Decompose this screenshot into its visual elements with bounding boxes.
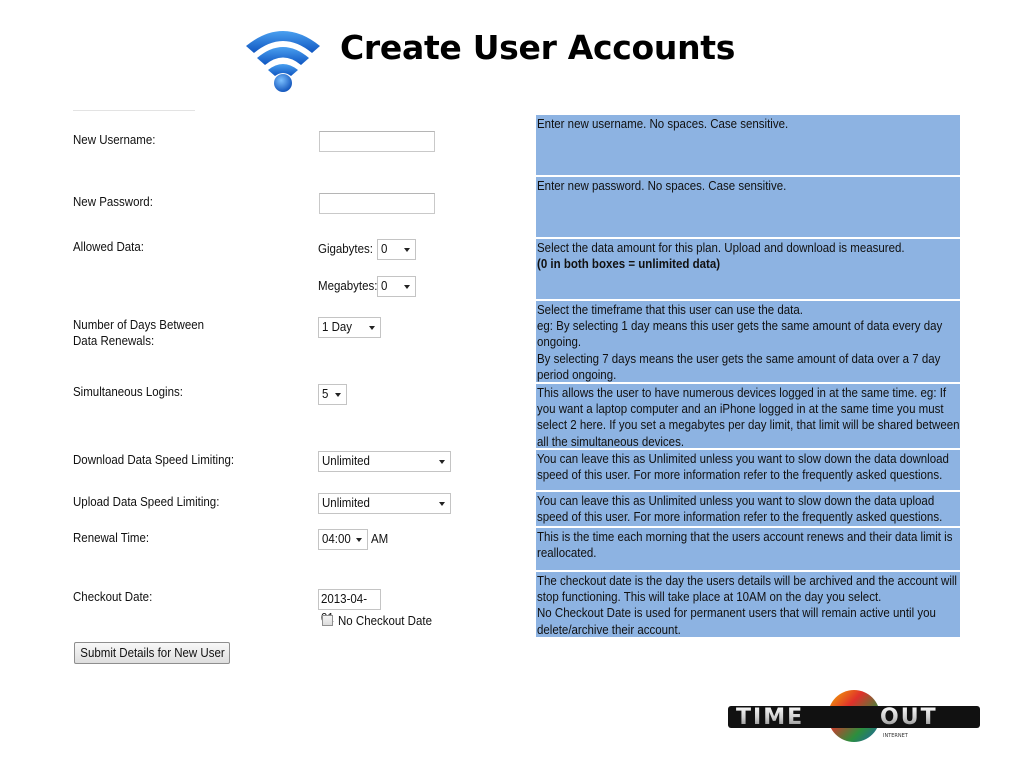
gigabytes-select[interactable]: 0 (377, 239, 416, 260)
checkout-date-label: Checkout Date: (73, 590, 153, 604)
page-title: Create User Accounts (340, 28, 736, 67)
chevron-down-icon (439, 460, 445, 464)
chevron-down-icon (439, 502, 445, 506)
megabytes-select[interactable]: 0 (377, 276, 416, 297)
logo-text-right: OUT (880, 705, 938, 730)
help-allowed-data: Select the data amount for this plan. Upload and download is measured. (0 in both boxes = unlimited data) (536, 239, 960, 299)
renewal-days-select[interactable]: 1 Day (318, 317, 381, 338)
wifi-icon (242, 22, 324, 94)
help-renewal-time: This is the time each morning that the users account renews and their data limit is reallocated. (536, 528, 960, 570)
help-password: Enter new password. No spaces. Case sensitive. (536, 177, 960, 237)
no-checkout-label: No Checkout Date (338, 614, 432, 628)
timeout-logo (728, 686, 980, 746)
divider (73, 110, 195, 111)
renewal-time-select[interactable]: 04:00 (318, 529, 368, 550)
simultaneous-logins-label: Simultaneous Logins: (73, 385, 183, 399)
gigabytes-label: Gigabytes: (318, 242, 373, 256)
help-simultaneous-logins: This allows the user to have numerous devices logged in at the same time. eg: If you want a laptop computer and an iPhone logged in at the same time you must select 2 here. If you set a megabytes per day limit, that limit will be shared between all the simultaneous devices. (537, 386, 960, 448)
allowed-data-label: Allowed Data: (73, 240, 144, 254)
chevron-down-icon (335, 393, 341, 397)
download-speed-select[interactable]: Unlimited (318, 451, 451, 472)
username-label: New Username: (73, 133, 156, 147)
renewal-time-label: Renewal Time: (73, 531, 150, 545)
renewal-days-label: Number of Days Between Data Renewals: (73, 318, 205, 348)
password-label: New Password: (73, 195, 153, 209)
chevron-down-icon (369, 326, 375, 330)
help-renewal-days: Select the timeframe that this user can use the data. eg: By selecting 1 day means this user gets the same amount of data every day ongoing. By selecting 7 days means the user gets the same amount of data over a 7 day period ongoing. (536, 301, 960, 382)
chevron-down-icon (356, 538, 362, 542)
submit-button[interactable]: Submit Details for New User (74, 642, 230, 664)
megabytes-label: Megabytes: (318, 279, 378, 293)
upload-speed-select[interactable]: Unlimited (318, 493, 451, 514)
simultaneous-logins-select[interactable]: 5 (318, 384, 347, 405)
checkout-date-input[interactable]: 2013-04- (318, 589, 381, 610)
help-username: Enter new username. No spaces. Case sensitive. (536, 115, 960, 175)
help-upload-speed: You can leave this as Unlimited unless you want to slow down the data upload speed of this user. For more information refer to the frequently asked questions. (536, 492, 960, 526)
logo-subtext: INTERNET (883, 733, 908, 739)
download-speed-label: Download Data Speed Limiting: (73, 453, 235, 467)
no-checkout-checkbox[interactable] (322, 615, 333, 626)
password-input[interactable] (319, 193, 435, 214)
username-input[interactable] (319, 131, 435, 152)
help-checkout-date: The checkout date is the day the users details will be archived and the account will stop functioning. This will take place at 10AM on the day you select. No Checkout Date is used for permanent users that will remain active until you delete/archive their account. (536, 572, 960, 637)
upload-speed-label: Upload Data Speed Limiting: (73, 495, 220, 509)
help-download-speed: You can leave this as Unlimited unless you want to slow down the data download speed of this user. For more information refer to the frequently asked questions. (536, 450, 960, 490)
logo-text-left: TIME (736, 705, 805, 730)
chevron-down-icon (404, 248, 410, 252)
chevron-down-icon (404, 285, 410, 289)
renewal-time-suffix: AM (371, 532, 389, 546)
